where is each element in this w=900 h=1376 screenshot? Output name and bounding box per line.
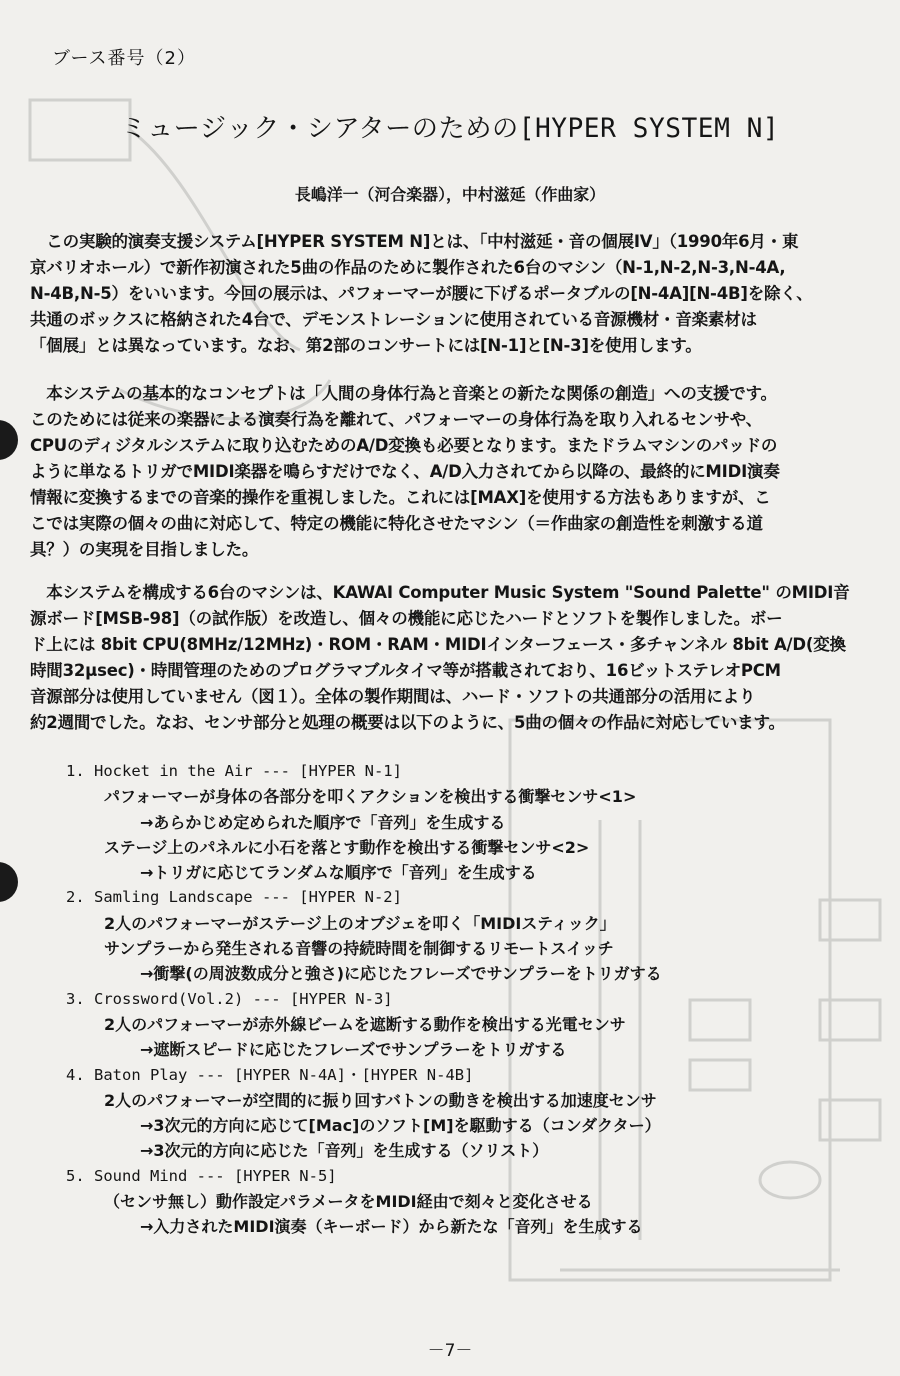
authors: 長嶋洋一（河合楽器），中村滋延（作曲家） <box>294 185 606 204</box>
work-heading: 5. Sound Mind --- [HYPER N-5] <box>66 1166 337 1185</box>
paragraph-line: 本システムを構成する6台のマシンは、KAWAI Computer Music System "Sound Palette" のMIDI音 <box>30 583 850 602</box>
work-detail: 2人のパフォーマーがステージ上のオブジェを叩く「MIDIスティック」 <box>104 913 616 933</box>
work-detail: →入力されたMIDI演奏（キーボード）から新たな「音列」を生成する <box>140 1217 643 1237</box>
paragraph-line: ように単なるトリガでMIDI楽器を鳴らすだけでなく、A/D入力されてから以降の、最終的にMIDI演奏 <box>30 462 780 481</box>
work-heading: 1. Hocket in the Air --- [HYPER N-1] <box>66 762 402 780</box>
work-detail: 2人のパフォーマーが空間的に振り回すバトンの動きを検出する加速度センサ <box>104 1090 657 1110</box>
work-detail: →トリガに応じてランダムな順序で「音列」を生成する <box>140 863 537 883</box>
paragraph-line: 「個展」とは異なっています。なお、第2部のコンサートには[N-1]と[N-3]を使用します。 <box>30 336 702 355</box>
paragraph-line: 約2週間でした。なお、センサ部分と処理の概要は以下のように、5曲の個々の作品に対応しています。 <box>30 713 785 732</box>
work-detail: ステージ上のパネルに小石を落とす動作を検出する衝撃センサ<2> <box>104 837 590 857</box>
paragraph-concept <box>30 381 882 563</box>
paragraph-line: 情報に変換するまでの音楽的操作を重視しました。これには[MAX]を使用する方法もありますが、こ <box>30 488 771 507</box>
paragraph-intro <box>30 229 882 359</box>
work-detail: →3次元的方向に応じた「音列」を生成する（ソリスト） <box>140 1141 549 1161</box>
paragraph-line: 源ボード[MSB-98]（の試作版）を改造し、個々の機能に応じたハードとソフトを製作しました。ボー <box>30 609 783 628</box>
paragraph-line: 音源部分は使用していません（図１）。全体の製作期間は、ハード・ソフトの共通部分の活用により <box>30 687 756 706</box>
work-detail: →衝撃(の周波数成分と強さ)に応じたフレーズでサンプラーをトリガする <box>140 964 662 984</box>
work-detail: （センサ無し）動作設定パラメータをMIDI経由で刻々と変化させる <box>104 1192 593 1212</box>
paragraph-line: CPUのディジタルシステムに取り込むためのA/D変換も必要となります。またドラムマシンのパッドの <box>30 436 778 455</box>
work-detail: →あらかじめ定められた順序で「音列」を生成する <box>140 812 506 832</box>
work-detail: パフォーマーが身体の各部分を叩くアクションを検出する衝撃センサ<1> <box>104 787 637 807</box>
page-title: ミュージック・シアターのための[HYPER SYSTEM N] <box>120 114 780 144</box>
work-detail: サンプラーから発生される音響の持続時間を制御するリモートスイッチ <box>104 939 614 959</box>
work-detail: →遮断スピードに応じたフレーズでサンプラーをトリガする <box>140 1040 567 1060</box>
paragraph-line: 共通のボックスに格納された4台で、デモンストレーションに使用されている音源機材・音楽素材は <box>30 310 757 329</box>
paragraph-line: 具？）の実現を目指しました。 <box>30 540 259 559</box>
paragraph-hardware <box>30 580 882 736</box>
paragraph-line: 本システムの基本的なコンセプトは「人間の身体行為と音楽との新たな関係の創造」への支援です。 <box>30 384 777 403</box>
page-number: －7－ <box>427 1341 473 1361</box>
paragraph-line: この実験的演奏支援システム[HYPER SYSTEM N]とは、「中村滋延・音の個展IV」（1990年6月・東 <box>30 232 799 251</box>
booth-number: ブース番号（2） <box>52 48 197 69</box>
works-list <box>0 759 900 1240</box>
binder-hole <box>0 420 18 460</box>
work-heading: 4. Baton Play --- [HYPER N-4A]・[HYPER N-4B] <box>66 1065 474 1084</box>
paragraph-line: 京バリオホール）で新作初演された5曲の作品のために製作された6台のマシン（N-1,N-2,N-3,N-4A, <box>30 258 786 277</box>
paragraph-line: N-4B,N-5）をいいます。今回の展示は、パフォーマーが腰に下げるポータブルの[N-4A][N-4B]を除く、 <box>30 284 813 303</box>
work-heading: 3. Crossword(Vol.2) --- [HYPER N-3] <box>66 989 393 1008</box>
work-detail: 2人のパフォーマーが赤外線ビームを遮断する動作を検出する光電センサ <box>104 1014 626 1034</box>
paragraph-line: こでは実際の個々の曲に対応して、特定の機能に特化させたマシン（＝作曲家の創造性を刺激する道 <box>30 514 763 533</box>
paragraph-line: 時間32μsec)・時間管理のためのプログラマブルタイマ等が搭載されており、16ビットステレオPCM <box>30 661 781 680</box>
paragraph-line: ド上には 8bit CPU(8MHz/12MHz)・ROM・RAM・MIDIインターフェース・多チャンネル 8bit A/D(変換 <box>30 635 846 654</box>
work-heading: 2. Samling Landscape --- [HYPER N-2] <box>66 888 402 907</box>
work-detail: →3次元的方向に応じて[Mac]のソフト[M]を駆動する（コンダクター） <box>140 1116 661 1136</box>
paragraph-line: このためには従来の楽器による演奏行為を離れて、パフォーマーの身体行為を取り入れるセンサや、 <box>30 410 763 429</box>
